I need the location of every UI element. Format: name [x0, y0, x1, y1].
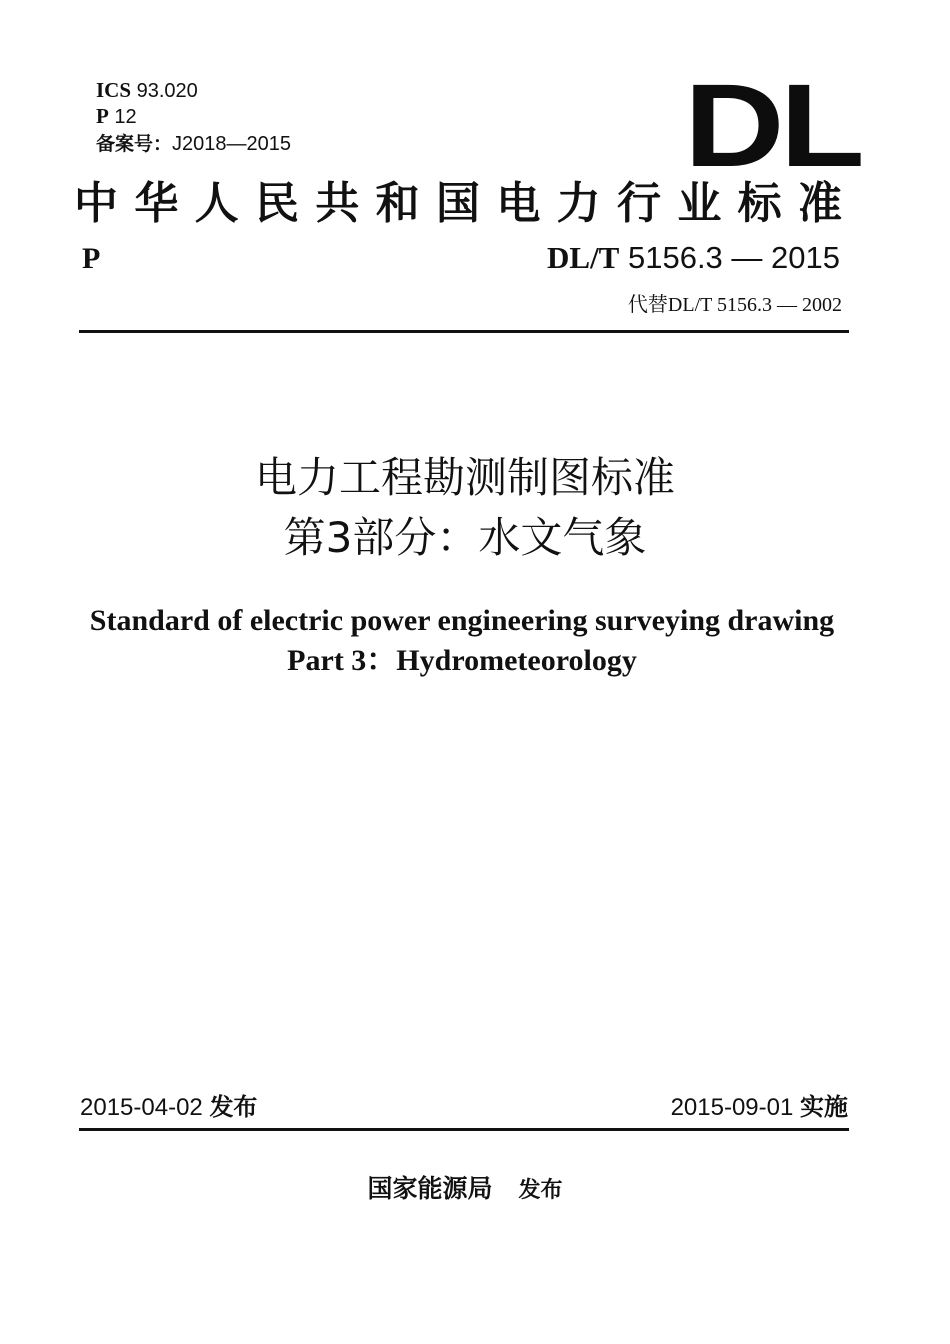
implementation-date-value: 2015-09-01: [670, 1094, 794, 1121]
en-title-line-1: Standard of electric power engineering surveying drawing: [89, 604, 835, 637]
filing-label: 备案号：: [96, 133, 173, 155]
replaces-standard: 代替DL/T 5156.3 — 2002: [627, 294, 842, 316]
dl-logo: DL: [684, 60, 861, 192]
filing-value: J2018—2015: [172, 133, 291, 155]
cn-title-line-1: 电力工程勘测制图标准: [254, 453, 675, 502]
cn-title-line-2: 第3部分：水文气象: [283, 513, 647, 562]
filing-number: [96, 132, 291, 156]
publisher-name: 国家能源局: [367, 1174, 493, 1203]
ics-label: ICS: [96, 78, 132, 102]
ics-value: 93.020: [136, 80, 198, 102]
top-divider: [79, 330, 849, 333]
issue-date: [80, 1092, 257, 1123]
standard-number-prefix: DL/T: [547, 240, 620, 275]
standard-number: [547, 240, 840, 276]
issue-date-word: 发布: [209, 1093, 258, 1121]
standard-header-title: 中华人民共和国电力行业标准: [74, 178, 844, 229]
bottom-divider: [79, 1128, 849, 1131]
standard-category: P: [82, 242, 101, 275]
classification-p-code: [96, 104, 137, 129]
p-value: 12: [114, 106, 137, 128]
publisher: [0, 1172, 930, 1207]
implementation-date: [671, 1092, 848, 1123]
en-title-line-2: Part 3：Hydrometeorology: [287, 644, 637, 677]
publisher-action: 发布: [518, 1177, 563, 1203]
standard-number-value: 5156.3 — 2015: [627, 240, 840, 275]
ics-code: [96, 78, 198, 103]
implementation-date-word: 实施: [800, 1093, 848, 1121]
p-label: P: [96, 104, 109, 128]
issue-date-value: 2015-04-02: [80, 1094, 203, 1121]
